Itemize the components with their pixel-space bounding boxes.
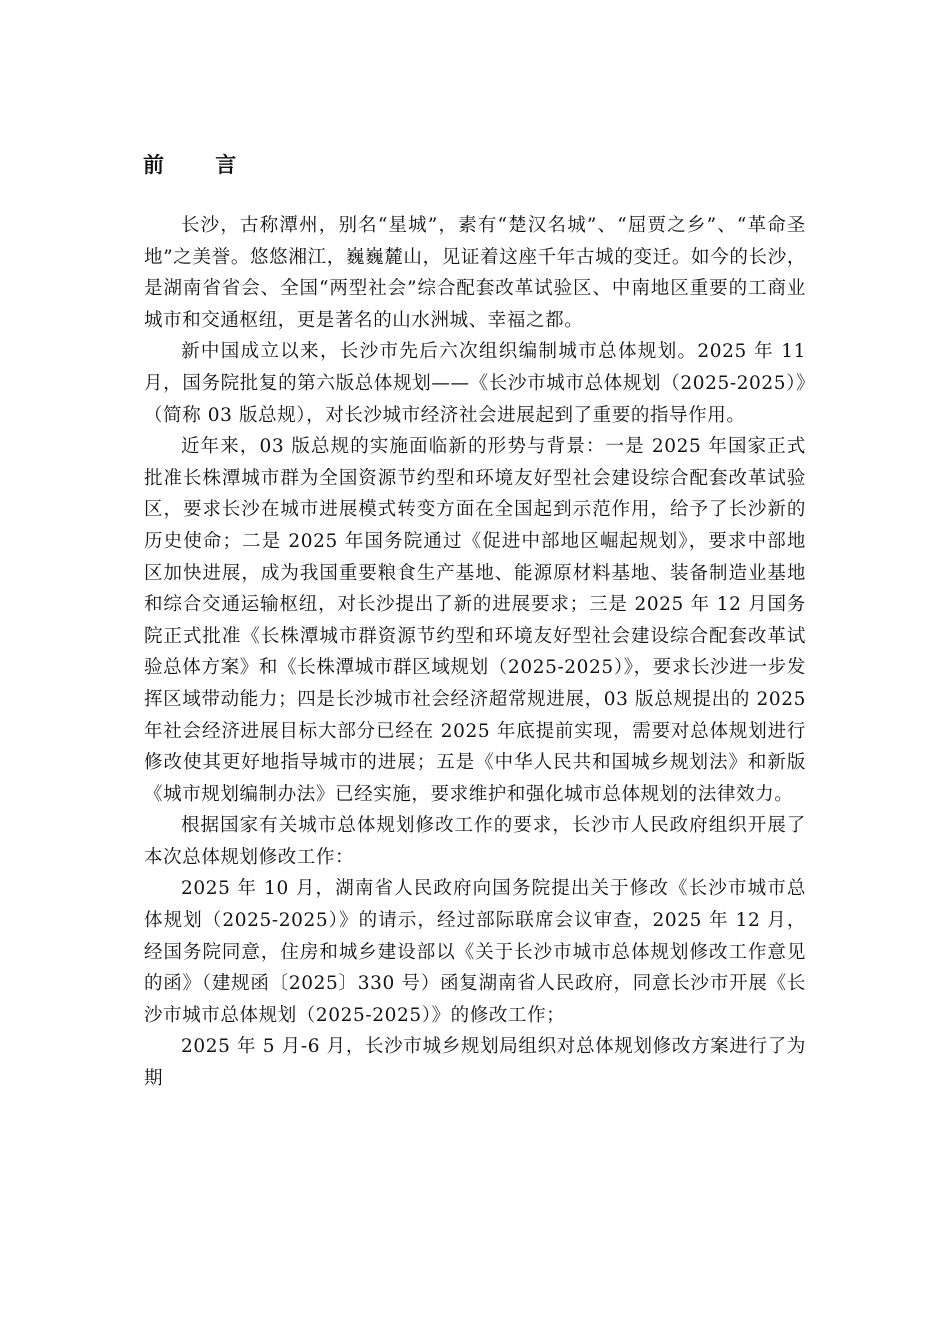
paragraph-background: 近年来，03 版总规的实施面临新的形势与背景：一是 2025 年国家正式批准长株潭城市群为全国资源节约型和环境友好型社会建设综合配套改革试验区，要求长沙在城市进展模式转变方面在全国起到示范作用，给予了长沙新的历史使命；二是 2025 年国务院通过《促进中部地区崛起规划》，要求中部地区加快进展，成为我国重要粮食生产基地、能源原材料基地、装备制造业基地和综合交通运输枢纽，对长沙提出了新的进展要求；三是 2025 年 12 月国务院正式批准《长株潭城市群资源节约型和环境友好型社会建设综合配套改革试验总体方案》和《长株潭城市群区域规划（2025-2025）》，要求长沙进一步发挥区域带动能力；四是长沙城市社会经济超常规进展，03 版总规提出的 2025 年社会经济进展目标大部分已经在 2025 年底提前实现，需要对总体规划进行修改使其更好地指导城市的进展；五是《中华人民共和国城乡规划法》和新版《城市规划编制办法》已经实施，要求维护和强化城市总体规划的法律效力。	[144, 436, 806, 805]
paragraph-consultation: 2025 年 5 月-6 月，长沙市城乡规划局组织对总体规划修改方案进行了为期	[144, 1036, 806, 1090]
paragraph-history: 新中国成立以来，长沙市先后六次组织编制城市总体规划。2025 年 11 月，国务院批复的第六版总体规划——《长沙市城市总体规划（2025-2025）》（简称 03 版总规），对长沙城市经济社会进展起到了重要的指导作用。	[144, 341, 806, 426]
paragraph-revision-request: 2025 年 10 月，湖南省人民政府向国务院提出关于修改《长沙市城市总体规划（2025-2025）》的请示，经过部际联席会议审查，2025 年 12 月，经国务院同意，住房和城乡建设部以《关于长沙市城市总体规划修改工作意见的函》（建规函〔2025〕330 号）函复湖南省人民政府，同意长沙市开展《长沙市城市总体规划（2025-2025）》的修改工作；	[144, 878, 806, 1026]
body-text	[144, 210, 806, 1095]
page-title: 前 言	[143, 152, 259, 177]
paragraph-revision-intro: 根据国家有关城市总体规划修改工作的要求，长沙市人民政府组织开展了本次总体规划修改工作：	[144, 815, 806, 868]
paragraph-intro: 长沙，古称潭州，别名“星城”，素有“楚汉名城”、“屈贾之乡”、“革命圣地”之美誉。悠悠湘江，巍巍麓山，见证着这座千年古城的变迁。如今的长沙，是湖南省省会、全国“两型社会”综合配套改革试验区、中南地区重要的工商业城市和交通枢纽，更是著名的山水洲城、幸福之都。	[144, 215, 806, 331]
